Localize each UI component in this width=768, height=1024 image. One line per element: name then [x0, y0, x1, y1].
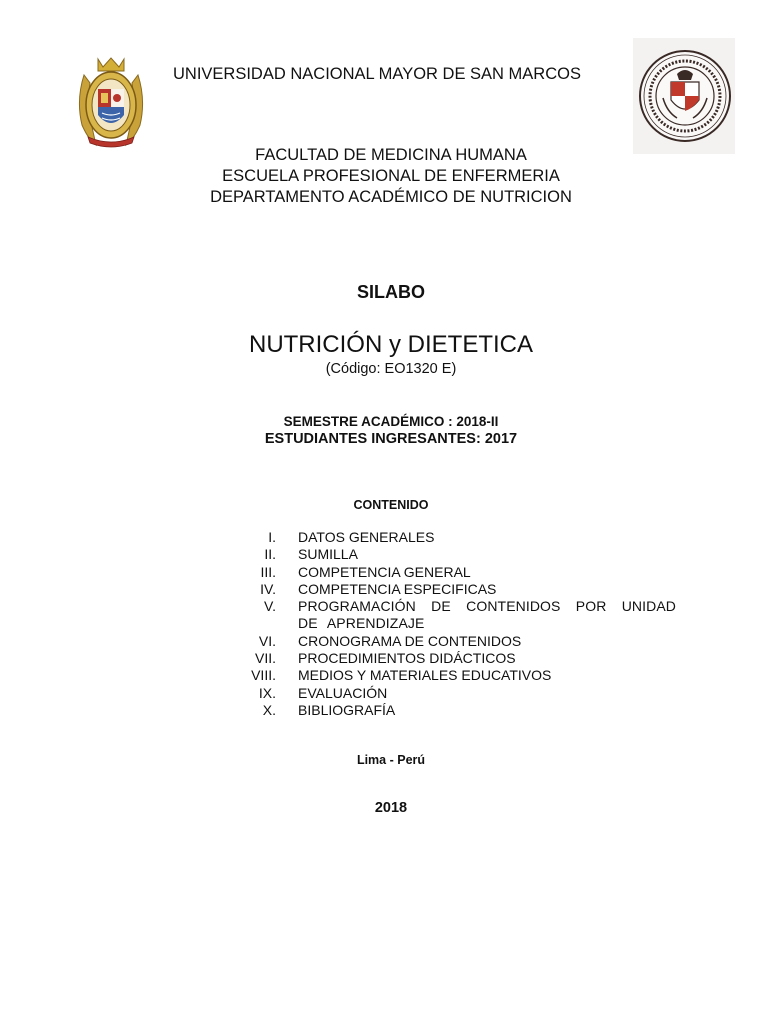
toc-item-title: COMPETENCIA GENERAL — [298, 563, 471, 580]
toc-item-number: VII. — [254, 650, 276, 667]
document-year: 2018 — [374, 800, 408, 816]
city-location: Lima - Perú — [356, 753, 426, 767]
school-name: ESCUELA PROFESIONAL DE ENFERMERIA — [222, 167, 560, 185]
toc-item-number: IV. — [260, 580, 276, 597]
toc-item-title: SUMILLA — [298, 546, 358, 563]
document-type: SILABO — [356, 282, 425, 302]
toc-item-title: PROCEDIMIENTOS DIDÁCTICOS — [298, 650, 516, 667]
toc-item-number: IX. — [258, 684, 276, 701]
toc-item-number: X. — [262, 701, 276, 718]
course-title: NUTRICIÓN y DIETETICA — [248, 331, 533, 358]
table-of-contents — [240, 529, 676, 719]
toc-item-number: I. — [268, 529, 276, 545]
toc-item — [240, 685, 676, 702]
toc-item — [240, 546, 676, 563]
toc-item — [240, 564, 676, 581]
toc-item — [240, 650, 676, 667]
toc-item-number: V. — [264, 598, 276, 615]
toc-item-title: COMPETENCIA ESPECIFICAS — [298, 580, 497, 597]
course-code: (Código: EO1320 E) — [325, 361, 457, 377]
faculty-seal-logo — [633, 38, 735, 154]
toc-item-number: VI. — [258, 632, 276, 649]
contents-heading: CONTENIDO — [353, 498, 429, 512]
toc-item-title: MEDIOS Y MATERIALES EDUCATIVOS — [298, 667, 552, 684]
student-cohort: ESTUDIANTES INGRESANTES: 2017 — [264, 431, 518, 447]
toc-item-title: PROGRAMACIÓN DE CONTENIDOS POR UNIDAD DE APRENDIZAJE — [298, 598, 676, 632]
toc-item — [240, 702, 676, 719]
toc-item-title: EVALUACIÓN — [298, 684, 388, 701]
toc-item — [240, 633, 676, 650]
toc-item — [240, 581, 676, 598]
toc-item — [240, 667, 676, 684]
university-crest-logo — [76, 55, 146, 149]
toc-item-title: BIBLIOGRAFÍA — [298, 701, 396, 718]
faculty-name: FACULTAD DE MEDICINA HUMANA — [255, 146, 527, 164]
university-name: UNIVERSIDAD NACIONAL MAYOR DE SAN MARCOS — [173, 65, 581, 83]
toc-item-title: DATOS GENERALES — [298, 529, 435, 545]
toc-item-number: VIII. — [251, 667, 276, 684]
academic-semester: SEMESTRE ACADÉMICO : 2018-II — [283, 414, 499, 429]
toc-item — [240, 598, 676, 633]
toc-item-number: III. — [260, 563, 276, 580]
toc-item-number: II. — [264, 546, 276, 563]
toc-item — [240, 529, 676, 546]
department-name: DEPARTAMENTO ACADÉMICO DE NUTRICION — [210, 188, 572, 206]
toc-item-title: CRONOGRAMA DE CONTENIDOS — [298, 632, 522, 649]
